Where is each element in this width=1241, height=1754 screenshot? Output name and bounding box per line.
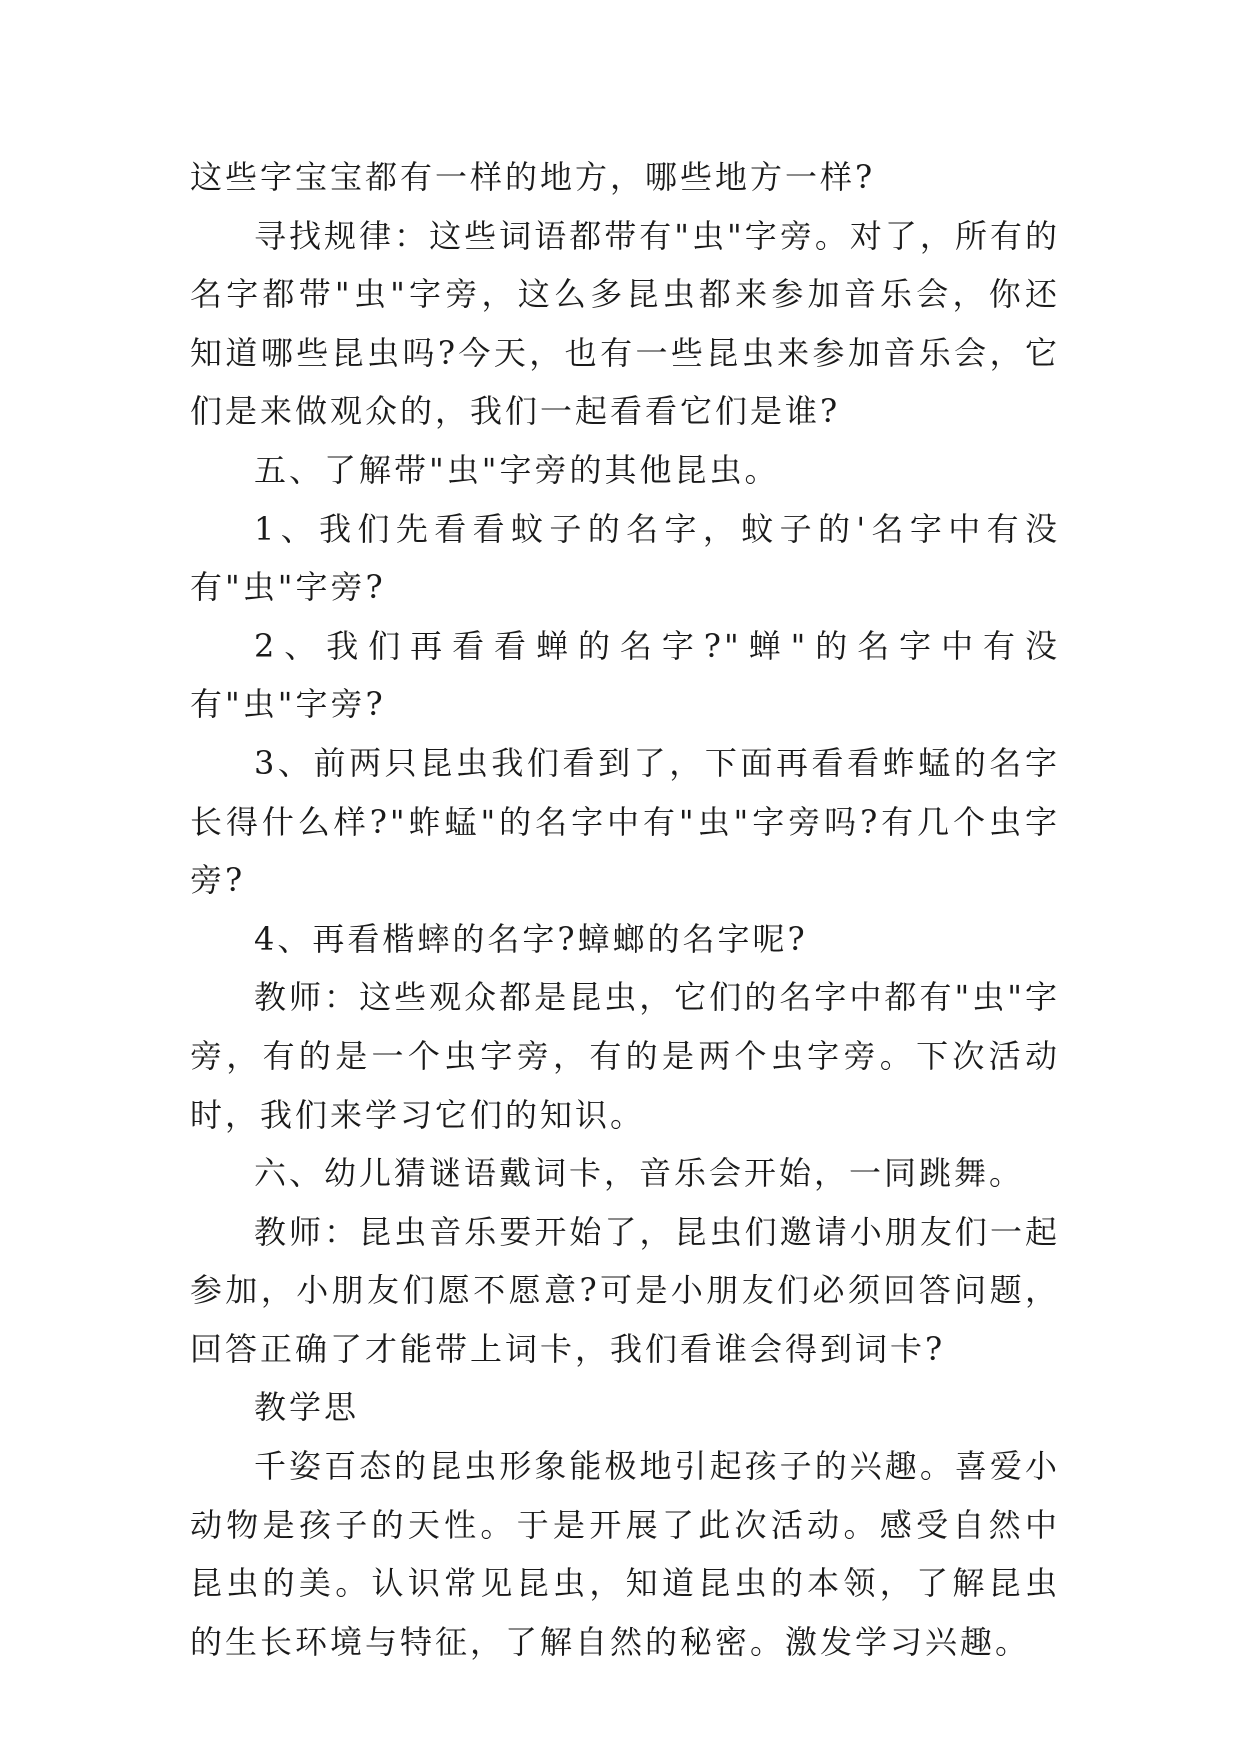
section-heading: 五、了解带"虫"字旁的其他昆虫。 — [254, 450, 780, 489]
paragraph: 教师：昆虫音乐要开始了，昆虫们邀请小朋友们一起参加，小朋友们愿不愿意?可是小朋友们必须回答问题，回答正确了才能带上词卡，我们看谁会得到词卡? — [190, 1212, 1060, 1368]
paragraph: 2、我们再看看蝉的名字?"蝉"的名字中有没有"虫"字旁? — [190, 626, 1060, 724]
paragraph: 千姿百态的昆虫形象能极地引起孩子的兴趣。喜爱小动物是孩子的天性。于是开展了此次活动。感受自然中昆虫的美。认识常见昆虫，知道昆虫的本领，了解昆虫的生长环境与特征，了解自然的秘密。激发学习兴趣。 — [190, 1447, 1060, 1661]
paragraph: 教师：这些观众都是昆虫，它们的名字中都有"虫"字旁，有的是一个虫字旁，有的是两个虫字旁。下次活动时，我们来学习它们的知识。 — [190, 978, 1060, 1134]
paragraph: 寻找规律：这些词语都带有"虫"字旁。对了，所有的名字都带"虫"字旁，这么多昆虫都来参加音乐会，你还知道哪些昆虫吗?今天，也有一些昆虫来参加音乐会，它们是来做观众的，我们一起看看它们是谁? — [190, 216, 1060, 431]
section-heading: 六、幼儿猜谜语戴词卡，音乐会开始，一同跳舞。 — [254, 1154, 1025, 1193]
paragraph: 1、我们先看看蚊子的名字，蚊子的'名字中有没有"虫"字旁? — [190, 509, 1060, 607]
paragraph: 4、再看楷蟀的名字?蟑螂的名字呢? — [254, 919, 808, 958]
document-body — [190, 148, 1060, 1671]
paragraph: 3、前两只昆虫我们看到了，下面再看看蚱蜢的名字长得什么样?"蚱蜢"的名字中有"虫"字旁吗?有几个虫字旁? — [190, 743, 1060, 900]
paragraph: 这些字宝宝都有一样的地方，哪些地方一样? — [190, 158, 876, 196]
section-heading: 教学思 — [254, 1388, 360, 1427]
